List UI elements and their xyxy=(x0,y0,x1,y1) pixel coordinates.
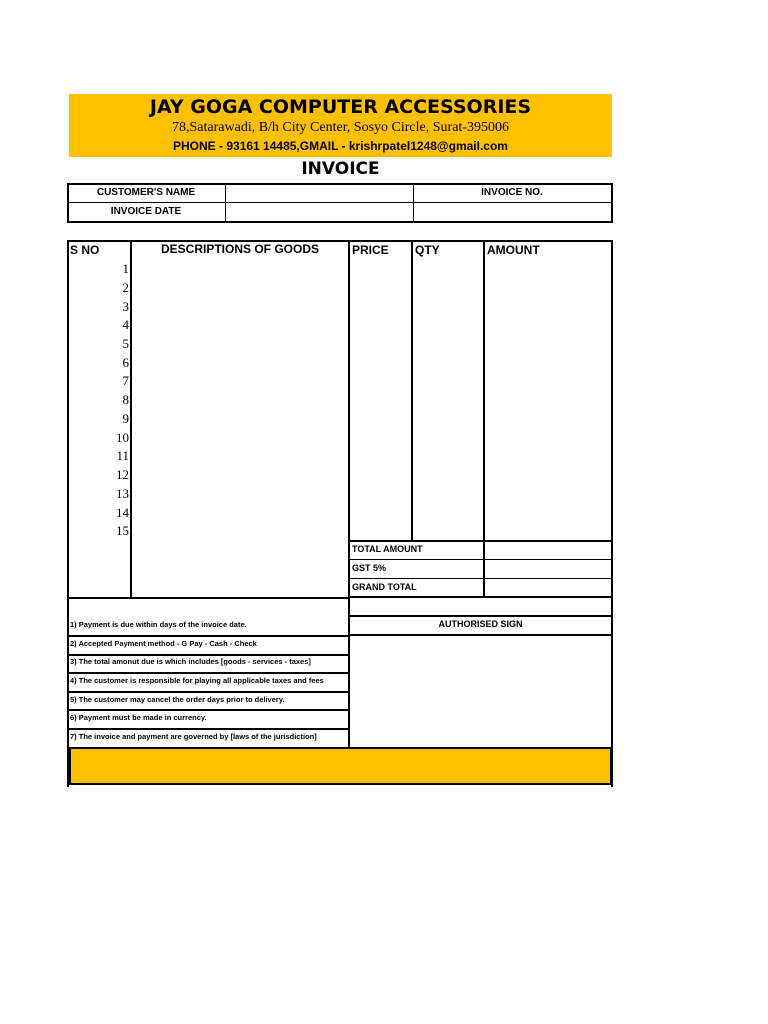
serial-number: 13 xyxy=(116,486,129,501)
price-header: PRICE xyxy=(352,243,389,257)
serial-number: 12 xyxy=(116,467,129,482)
serial-number: 15 xyxy=(116,523,129,538)
info-table xyxy=(67,183,613,223)
qty-header: QTY xyxy=(415,243,440,257)
invoice-date-label: INVOICE DATE xyxy=(110,206,182,217)
term-item: 3) The total amonut due is which includes [goods - services - taxes] xyxy=(70,657,311,666)
term-item: 2) Accepted Payment method - G Pay - Cash - Check xyxy=(70,639,257,648)
customer-name-label: CUSTOMER'S NAME xyxy=(96,187,196,198)
serial-number: 11 xyxy=(116,448,129,463)
company-contact: PHONE - 93161 14485,GMAIL - krishrpatel1248@gmail.com xyxy=(173,139,508,153)
serial-number: 3 xyxy=(122,299,129,314)
footer-band xyxy=(69,747,612,785)
term-item: 4) The customer is responsible for playing all applicable taxes and fees xyxy=(70,676,324,685)
amount-header: AMOUNT xyxy=(487,243,540,257)
company-name: JAY GOGA COMPUTER ACCESSORIES xyxy=(149,96,532,118)
total-amount-label: TOTAL AMOUNT xyxy=(352,544,423,554)
term-item: 6) Payment must be made in currency. xyxy=(70,713,207,722)
company-address: 78,Satarawadi, B/h City Center, Sosyo Circle, Surat-395006 xyxy=(172,120,509,135)
description-header: DESCRIPTIONS OF GOODS xyxy=(160,242,319,256)
gst-label: GST 5% xyxy=(352,563,387,573)
serial-number: 2 xyxy=(122,280,129,295)
serial-number: 9 xyxy=(122,411,129,426)
serial-number: 8 xyxy=(122,392,129,407)
serial-number: 10 xyxy=(116,430,129,445)
header-banner xyxy=(69,94,612,157)
grand-total-label: GRAND TOTAL xyxy=(352,582,417,592)
invoice-no-label: INVOICE NO. xyxy=(481,187,543,198)
serial-number: 14 xyxy=(116,505,129,520)
term-item: 7) The invoice and payment are governed by [laws of the jurisdiction] xyxy=(70,732,317,741)
term-item: 5) The customer may cancel the order days prior to delivery. xyxy=(70,695,285,704)
serial-number: 4 xyxy=(122,317,129,332)
serial-number: 5 xyxy=(122,336,129,351)
serial-number: 6 xyxy=(122,355,129,370)
authorised-sign-label: AUTHORISED SIGN xyxy=(438,619,523,629)
serial-number: 1 xyxy=(122,261,129,276)
term-item: 1) Payment is due within days of the invoice date. xyxy=(70,620,247,629)
sno-header: S NO xyxy=(70,243,100,257)
invoice-title: INVOICE xyxy=(301,159,380,179)
serial-number: 7 xyxy=(122,373,129,388)
